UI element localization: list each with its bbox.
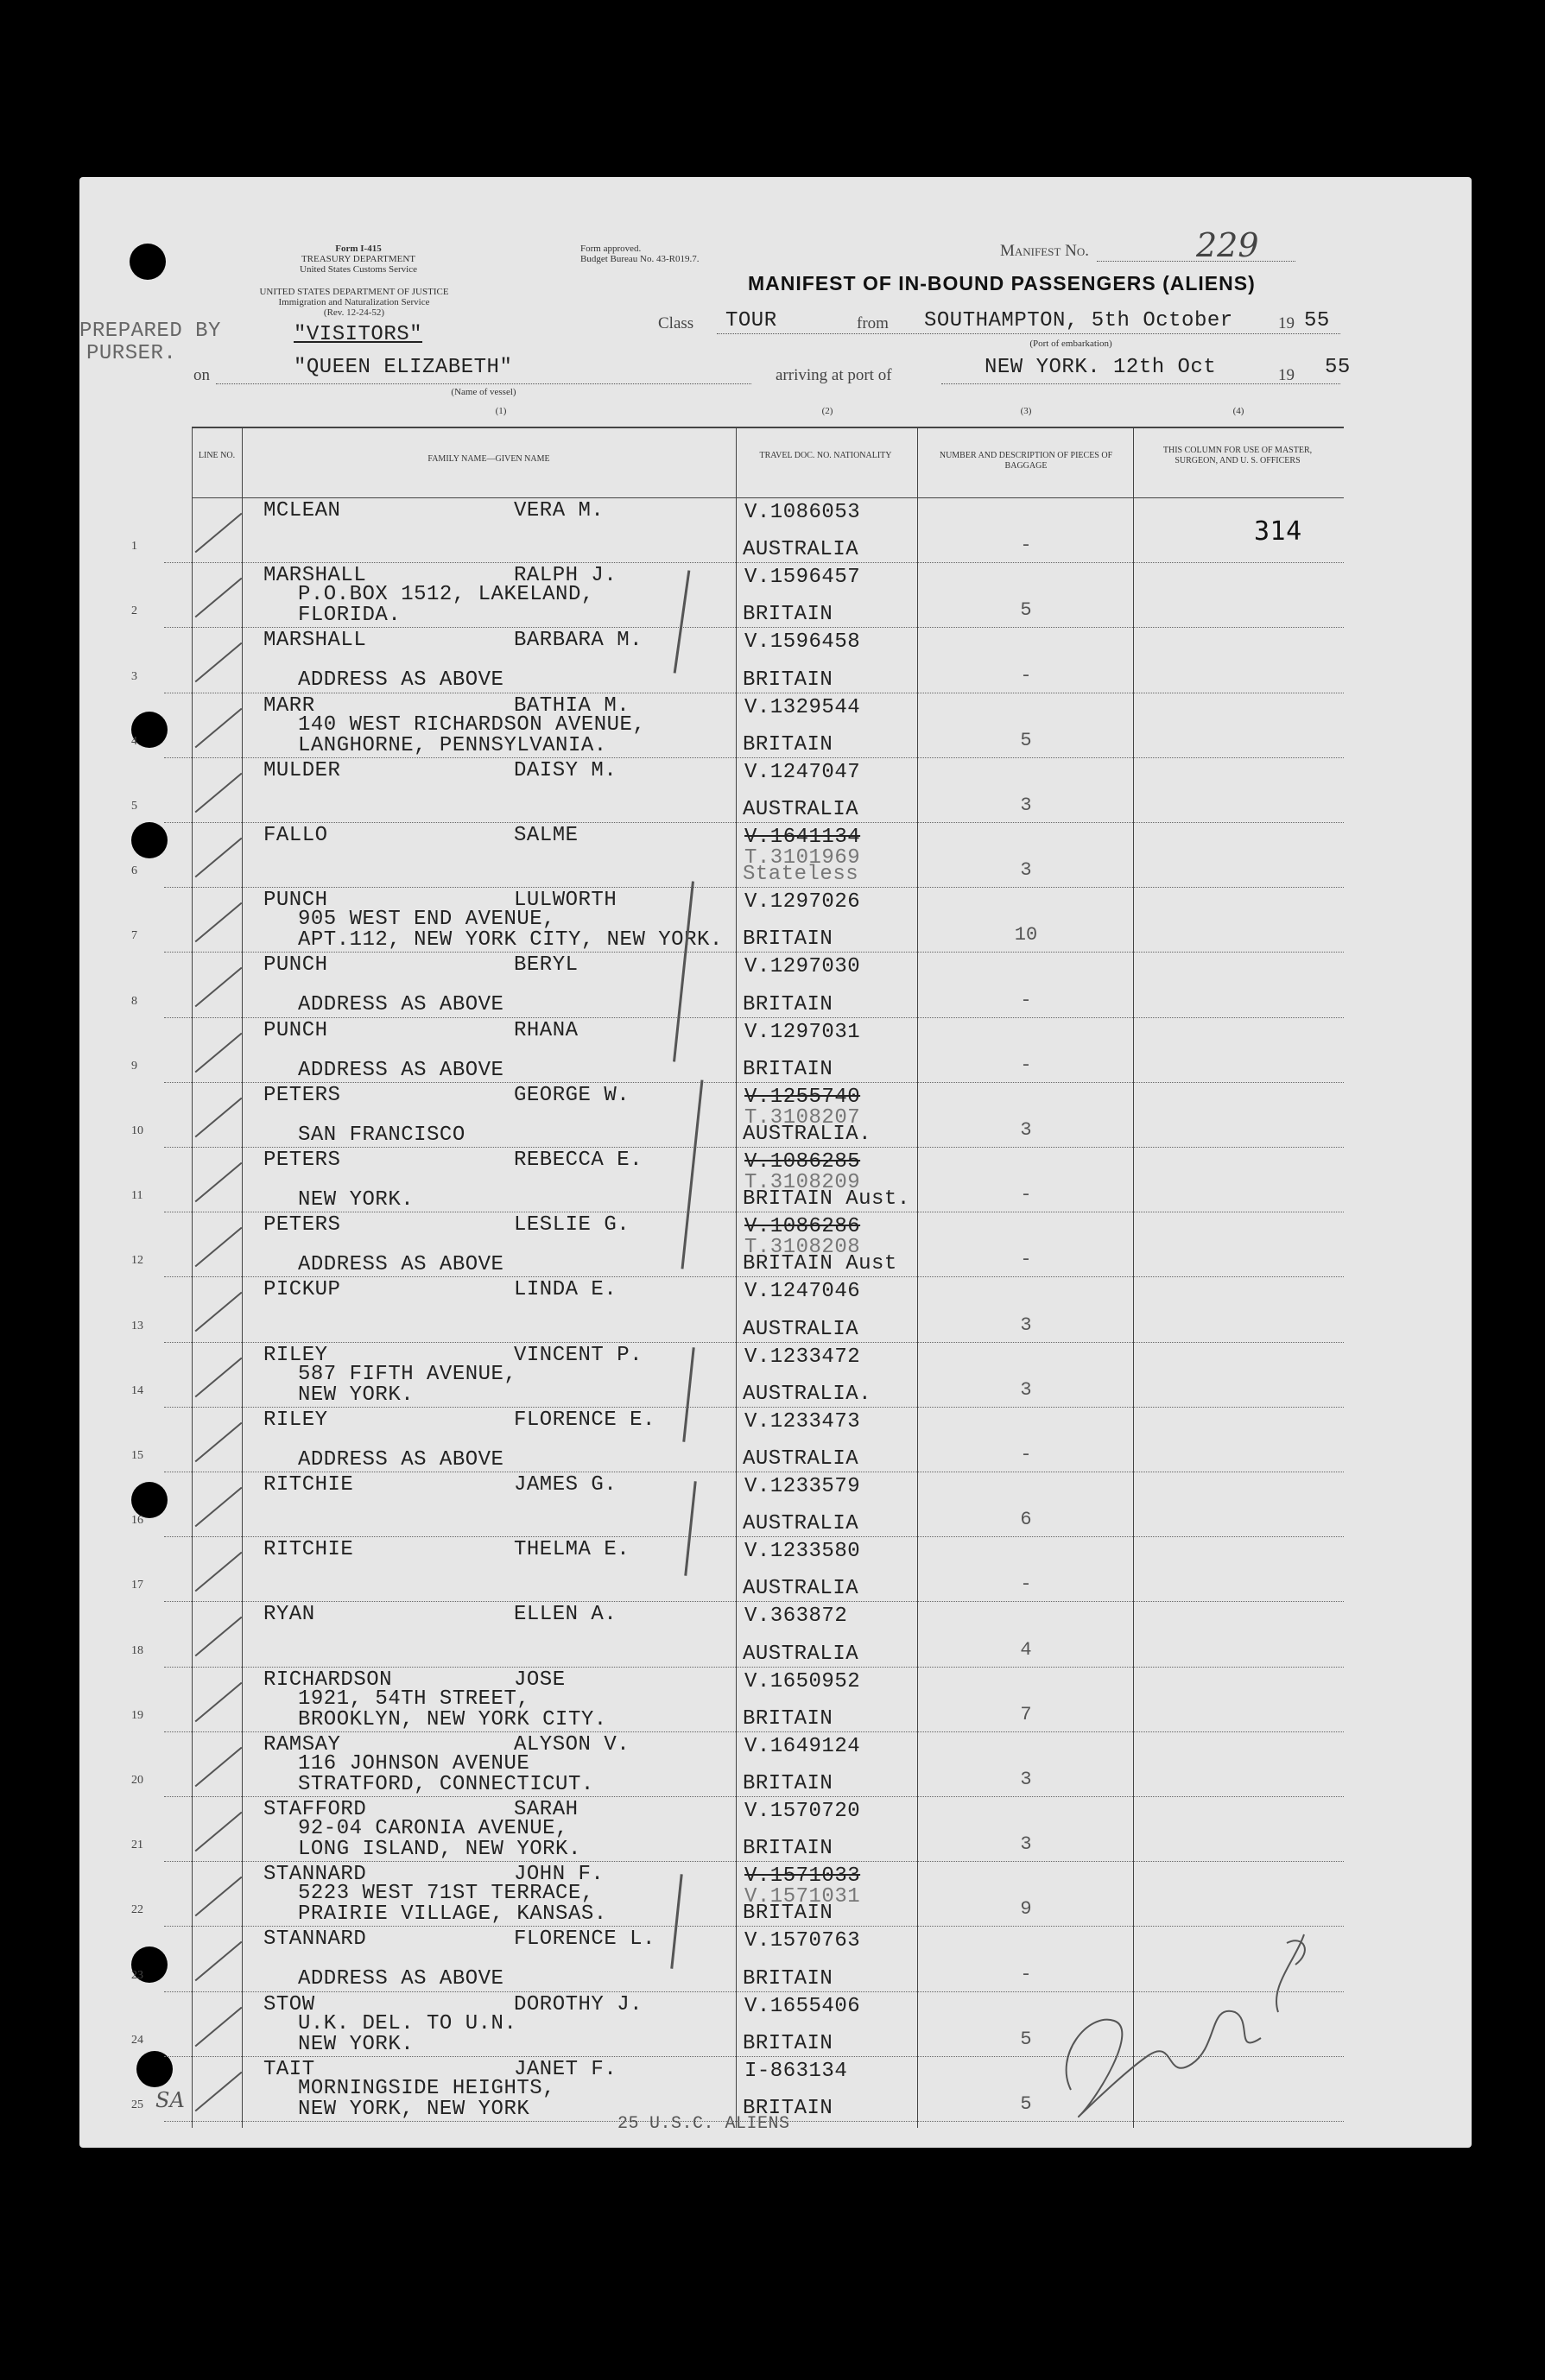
baggage-count: 6	[1020, 1509, 1032, 1531]
address-line: ADDRESS AS ABOVE	[298, 668, 504, 693]
from-value: SOUTHAMPTON, 5th October	[924, 309, 1233, 332]
address-line: 587 FIFTH AVENUE,	[298, 1362, 517, 1386]
address-line: 5223 WEST 71ST TERRACE,	[298, 1882, 594, 1906]
travel-doc-number: V.1596458	[744, 630, 861, 655]
baggage-count: 3	[1020, 859, 1032, 882]
baggage-count: 3	[1020, 794, 1032, 816]
line-number: 11	[131, 1189, 143, 1203]
family-name: PUNCH	[263, 953, 328, 978]
travel-doc-number: V.1655406	[744, 1994, 861, 2018]
baggage-count: 5	[1020, 599, 1032, 622]
line-number: 5	[131, 800, 137, 813]
address-line: P.O.BOX 1512, LAKELAND,	[298, 583, 594, 607]
nationality: BRITAIN Aust.	[743, 1187, 910, 1212]
nationality: AUSTRALIA	[743, 1447, 859, 1471]
line-number: 20	[131, 1774, 143, 1787]
from-line	[717, 333, 1340, 334]
officer-signature	[1019, 1883, 1330, 2142]
given-name: RHANA	[514, 1018, 579, 1042]
line-number: 1	[131, 540, 137, 554]
punch-hole	[130, 244, 166, 280]
dept-justice: UNITED STATES DEPARTMENT OF JUSTICE	[259, 287, 449, 297]
row-divider	[164, 1147, 1344, 1148]
address-line: 905 WEST END AVENUE,	[298, 908, 556, 932]
address-line: LANGHORNE, PENNSYLVANIA.	[298, 733, 607, 757]
given-name: SALME	[514, 824, 579, 847]
dept-customs: United States Customs Service	[300, 264, 417, 275]
arriving-value: NEW YORK. 12th Oct	[985, 356, 1217, 379]
travel-doc-number: V.1571033	[744, 1864, 861, 1889]
family-name: PETERS	[263, 1149, 341, 1172]
purser: PURSER.	[86, 342, 177, 365]
line-number: 7	[131, 929, 137, 943]
given-name: BATHIA M.	[514, 693, 630, 718]
nationality: BRITAIN	[743, 2097, 833, 2120]
family-name: PETERS	[263, 1213, 341, 1237]
travel-doc-number: V.1255740	[744, 1085, 861, 1109]
nationality: BRITAIN	[743, 732, 833, 756]
address-line: STRATFORD, CONNECTICUT.	[298, 1772, 594, 1796]
travel-doc-number: V.1570763	[744, 1929, 861, 1953]
from-label: from	[857, 314, 889, 332]
family-name: STAFFORD	[263, 1798, 367, 1821]
travel-doc-number: V.1233473	[744, 1409, 861, 1434]
given-name: JANET F.	[514, 2057, 617, 2081]
travel-doc-number: V.1247047	[744, 760, 861, 784]
nationality: BRITAIN	[743, 1057, 833, 1081]
prepared-by: PREPARED BY	[79, 320, 221, 343]
table-header-border	[192, 497, 1344, 498]
nationality: AUSTRALIA	[743, 1642, 859, 1666]
line-number: 12	[131, 1254, 143, 1268]
travel-doc-number: V.1571031	[744, 1885, 861, 1909]
given-name: FLORENCE E.	[514, 1408, 655, 1432]
row-divider	[164, 1536, 1344, 1537]
address-line: ADDRESS AS ABOVE	[298, 1967, 504, 1991]
travel-doc-number: T.3101969	[744, 846, 861, 870]
nationality: BRITAIN	[743, 668, 833, 692]
nationality: AUSTRALIA	[743, 538, 859, 562]
nationality: Stateless	[743, 863, 859, 887]
line-number: 15	[131, 1449, 143, 1462]
given-name: GEORGE W.	[514, 1083, 630, 1107]
arriving-label: arriving at port of	[776, 366, 892, 384]
baggage-count: -	[1020, 535, 1032, 557]
given-name: BARBARA M.	[514, 629, 643, 653]
family-name: FALLO	[263, 824, 328, 847]
family-name: RITCHIE	[263, 1538, 354, 1562]
family-name: MULDER	[263, 758, 341, 782]
vessel-note: (Name of vessel)	[451, 387, 516, 397]
given-name: DAISY M.	[514, 758, 617, 782]
baggage-count: -	[1020, 1573, 1032, 1596]
nationality: BRITAIN Aust	[743, 1252, 897, 1276]
row-divider	[164, 1342, 1344, 1343]
address-line: BROOKLYN, NEW YORK CITY.	[298, 1707, 607, 1731]
given-name: DOROTHY J.	[514, 1992, 643, 2016]
family-name: MARSHALL	[263, 564, 367, 588]
baggage-count: 3	[1020, 1378, 1032, 1401]
family-name: RILEY	[263, 1343, 328, 1367]
line-number: 24	[131, 2033, 143, 2047]
travel-doc-number: V.1086053	[744, 501, 861, 524]
travel-doc-number: V.1233579	[744, 1475, 861, 1498]
vessel-line	[216, 383, 751, 384]
dept-ins: Immigration and Naturalization Service	[278, 297, 430, 307]
baggage-count: 5	[1020, 2093, 1032, 2115]
row-divider	[164, 1667, 1344, 1668]
footer-aliens: U.S.C. ALIENS	[649, 2114, 790, 2134]
manifest-number: 229	[1196, 226, 1259, 264]
year-arr-prefix: 19	[1278, 366, 1295, 384]
given-name: SARAH	[514, 1798, 579, 1821]
given-name: LINDA E.	[514, 1278, 617, 1302]
travel-doc-number: V.1596457	[744, 566, 861, 590]
baggage-count: 3	[1020, 1833, 1032, 1856]
baggage-count: 9	[1020, 1898, 1032, 1921]
family-name: PUNCH	[263, 1018, 328, 1042]
travel-doc-number: V.1297030	[744, 955, 861, 979]
header-travel-doc: TRAVEL DOC. NO. NATIONALITY	[759, 451, 892, 460]
given-name: JOSE	[514, 1668, 566, 1692]
row-divider	[164, 1601, 1344, 1602]
address-line: 116 JOHNSON AVENUE	[298, 1751, 530, 1776]
visitors-label: "VISITORS"	[294, 323, 423, 346]
punch-hole	[131, 822, 168, 858]
given-name: REBECCA E.	[514, 1149, 643, 1172]
row-divider	[164, 1731, 1344, 1732]
line-number: 25	[131, 2098, 143, 2111]
form-number: Form I-415	[335, 244, 382, 254]
nationality: AUSTRALIA	[743, 1512, 859, 1536]
baggage-count: -	[1020, 1963, 1032, 1985]
travel-doc-number: V.1297026	[744, 890, 861, 915]
address-line: 140 WEST RICHARDSON AVENUE,	[298, 712, 646, 737]
on-label: on	[193, 366, 210, 384]
line-number: 19	[131, 1708, 143, 1722]
nationality: AUSTRALIA	[743, 798, 859, 821]
given-name: FLORENCE L.	[514, 1927, 655, 1952]
address-line: 92-04 CARONIA AVENUE,	[298, 1817, 568, 1840]
address-line: ADDRESS AS ABOVE	[298, 993, 504, 1017]
travel-doc-number: V.1297031	[744, 1020, 861, 1044]
nationality: AUSTRALIA.	[743, 1382, 872, 1406]
given-name: JOHN F.	[514, 1863, 605, 1887]
punch-hole	[131, 1482, 168, 1518]
family-name: RICHARDSON	[263, 1668, 393, 1692]
row-divider	[164, 1861, 1344, 1862]
family-name: MARSHALL	[263, 629, 367, 653]
line-number: 2	[131, 604, 137, 618]
baggage-count: 3	[1020, 1769, 1032, 1790]
port-embark-note: (Port of embarkation)	[1029, 339, 1112, 349]
address-line: 1921, 54TH STREET,	[298, 1687, 530, 1711]
address-line: NEW YORK, NEW YORK	[298, 2097, 530, 2121]
travel-doc-number: V.1086285	[744, 1150, 861, 1174]
given-name: VINCENT P.	[514, 1343, 643, 1367]
row-divider	[164, 1082, 1344, 1083]
row-divider	[164, 757, 1344, 758]
baggage-count: -	[1020, 664, 1032, 687]
row-divider	[164, 1796, 1344, 1797]
given-name: LESLIE G.	[514, 1213, 630, 1237]
family-name: RYAN	[263, 1603, 315, 1627]
line-number: 9	[131, 1059, 137, 1073]
line-number: 16	[131, 1514, 143, 1528]
family-name: STANNARD	[263, 1863, 367, 1887]
footer-count: 25	[617, 2114, 640, 2134]
nationality: BRITAIN	[743, 1966, 833, 1991]
nationality: BRITAIN	[743, 1837, 833, 1861]
nationality: BRITAIN	[743, 1706, 833, 1731]
given-name: LULWORTH	[514, 889, 617, 913]
col-num-3: (3)	[1020, 406, 1032, 416]
nationality: BRITAIN	[743, 603, 833, 627]
row-divider	[164, 562, 1344, 563]
form-revision: (Rev. 12-24-52)	[323, 307, 385, 318]
address-line: FLORIDA.	[298, 604, 402, 628]
address-line: SAN FRANCISCO	[298, 1123, 465, 1147]
baggage-count: 7	[1020, 1703, 1032, 1725]
year-arr: 55	[1325, 356, 1351, 379]
travel-doc-number: V.1247046	[744, 1280, 861, 1304]
nationality: BRITAIN	[743, 2031, 833, 2055]
nationality: BRITAIN	[743, 927, 833, 952]
year-from-prefix: 19	[1278, 314, 1295, 332]
year-from: 55	[1304, 309, 1330, 332]
address-line: ADDRESS AS ABOVE	[298, 1447, 504, 1472]
line-number: 13	[131, 1319, 143, 1332]
table-top-border	[192, 427, 1344, 428]
address-line: NEW YORK.	[298, 1188, 415, 1212]
given-name: BERYL	[514, 953, 579, 978]
line-number: 21	[131, 1839, 143, 1852]
row-divider	[164, 822, 1344, 823]
row-divider	[164, 1017, 1344, 1018]
family-name: PUNCH	[263, 889, 328, 913]
family-name: MARR	[263, 693, 315, 718]
header-officers: THIS COLUMN FOR USE OF MASTER, SURGEON, AND U. S. OFFICERS	[1162, 446, 1313, 465]
manifest-title: MANIFEST OF IN-BOUND PASSENGERS (ALIENS)	[748, 272, 1256, 294]
line-number: 23	[131, 1968, 143, 1982]
address-line: ADDRESS AS ABOVE	[298, 1253, 504, 1277]
given-name: THELMA E.	[514, 1538, 630, 1562]
baggage-count: 3	[1020, 1313, 1032, 1336]
officer-mark: 314	[1254, 516, 1302, 547]
family-name: TAIT	[263, 2057, 315, 2081]
given-name: ELLEN A.	[514, 1603, 617, 1627]
line-number: 4	[131, 734, 137, 748]
baggage-count: -	[1020, 1249, 1032, 1271]
travel-doc-number: T.3108207	[744, 1105, 861, 1130]
margin-note: SA	[155, 2088, 185, 2112]
baggage-count: 5	[1020, 2028, 1032, 2050]
row-divider	[164, 627, 1344, 628]
baggage-count: -	[1020, 989, 1032, 1011]
manifest-no-label: Manifest No.	[1000, 242, 1089, 260]
family-name: RAMSAY	[263, 1732, 341, 1757]
row-divider	[164, 887, 1344, 888]
nationality: BRITAIN	[743, 1902, 833, 1926]
nationality: AUSTRALIA.	[743, 1123, 872, 1146]
address-line: LONG ISLAND, NEW YORK.	[298, 1838, 581, 1861]
line-number: 8	[131, 994, 137, 1008]
travel-doc-number: V.1329544	[744, 695, 861, 719]
address-line: NEW YORK.	[298, 2032, 415, 2056]
travel-doc-number: V.363872	[744, 1605, 848, 1629]
address-line: APT.112, NEW YORK CITY, NEW YORK.	[298, 928, 723, 953]
row-divider	[164, 952, 1344, 953]
travel-doc-number: I-863134	[744, 2059, 848, 2083]
line-number: 3	[131, 669, 137, 683]
col-num-2: (2)	[821, 406, 833, 416]
family-name: STANNARD	[263, 1927, 367, 1952]
header-line-no: LINE NO.	[198, 451, 236, 460]
address-line: PRAIRIE VILLAGE, KANSAS.	[298, 1902, 607, 1927]
budget-bureau: Budget Bureau No. 43-R019.7.	[580, 254, 700, 264]
nationality: BRITAIN	[743, 992, 833, 1016]
vessel-name: "QUEEN ELIZABETH"	[294, 356, 513, 379]
line-number: 6	[131, 864, 137, 878]
address-line: U.K. DEL. TO U.N.	[298, 2011, 517, 2035]
given-name: ALYSON V.	[514, 1732, 630, 1757]
travel-doc-number: V.1650952	[744, 1669, 861, 1693]
nationality: BRITAIN	[743, 1772, 833, 1795]
given-name: VERA M.	[514, 499, 605, 522]
family-name: MCLEAN	[263, 499, 341, 522]
dept-treasury: TREASURY DEPARTMENT	[301, 254, 416, 264]
class-label: Class	[658, 314, 694, 332]
travel-doc-number: T.3108209	[744, 1171, 861, 1194]
given-name: JAMES G.	[514, 1473, 617, 1497]
travel-doc-number: V.1641134	[744, 826, 861, 849]
baggage-count: 4	[1020, 1638, 1032, 1661]
travel-doc-number: V.1570720	[744, 1800, 861, 1823]
arriving-line	[941, 383, 1340, 384]
row-divider	[164, 1276, 1344, 1277]
col-num-1: (1)	[495, 406, 507, 416]
address-line: ADDRESS AS ABOVE	[298, 1058, 504, 1082]
baggage-count: 10	[1014, 924, 1038, 946]
travel-doc-number: T.3108208	[744, 1236, 861, 1260]
family-name: RILEY	[263, 1408, 328, 1432]
travel-doc-number: V.1233472	[744, 1345, 861, 1369]
line-number: 14	[131, 1383, 143, 1397]
row-divider	[164, 1407, 1344, 1408]
travel-doc-number: V.1649124	[744, 1734, 861, 1758]
given-name: RALPH J.	[514, 564, 617, 588]
class-value: TOUR	[725, 309, 777, 332]
line-number: 10	[131, 1124, 143, 1137]
line-number: 22	[131, 1903, 143, 1917]
baggage-count: -	[1020, 1444, 1032, 1465]
family-name: PETERS	[263, 1083, 341, 1107]
header-name: FAMILY NAME—GIVEN NAME	[427, 454, 550, 464]
form-approved: Form approved.	[580, 244, 642, 254]
header-baggage: NUMBER AND DESCRIPTION OF PIECES OF BAGGAGE	[939, 451, 1113, 471]
baggage-count: -	[1020, 1184, 1032, 1206]
travel-doc-number: V.1086286	[744, 1215, 861, 1239]
baggage-count: -	[1020, 1054, 1032, 1076]
family-name: STOW	[263, 1992, 315, 2016]
address-line: NEW YORK.	[298, 1383, 415, 1407]
nationality: AUSTRALIA	[743, 1577, 859, 1601]
nationality: AUSTRALIA	[743, 1317, 859, 1341]
family-name: PICKUP	[263, 1278, 341, 1302]
line-number: 17	[131, 1579, 143, 1592]
line-number: 18	[131, 1643, 143, 1657]
baggage-count: 5	[1020, 729, 1032, 751]
col-num-4: (4)	[1232, 406, 1244, 416]
address-line: MORNINGSIDE HEIGHTS,	[298, 2076, 556, 2100]
baggage-count: 3	[1020, 1119, 1032, 1141]
family-name: RITCHIE	[263, 1473, 354, 1497]
travel-doc-number: V.1233580	[744, 1540, 861, 1564]
